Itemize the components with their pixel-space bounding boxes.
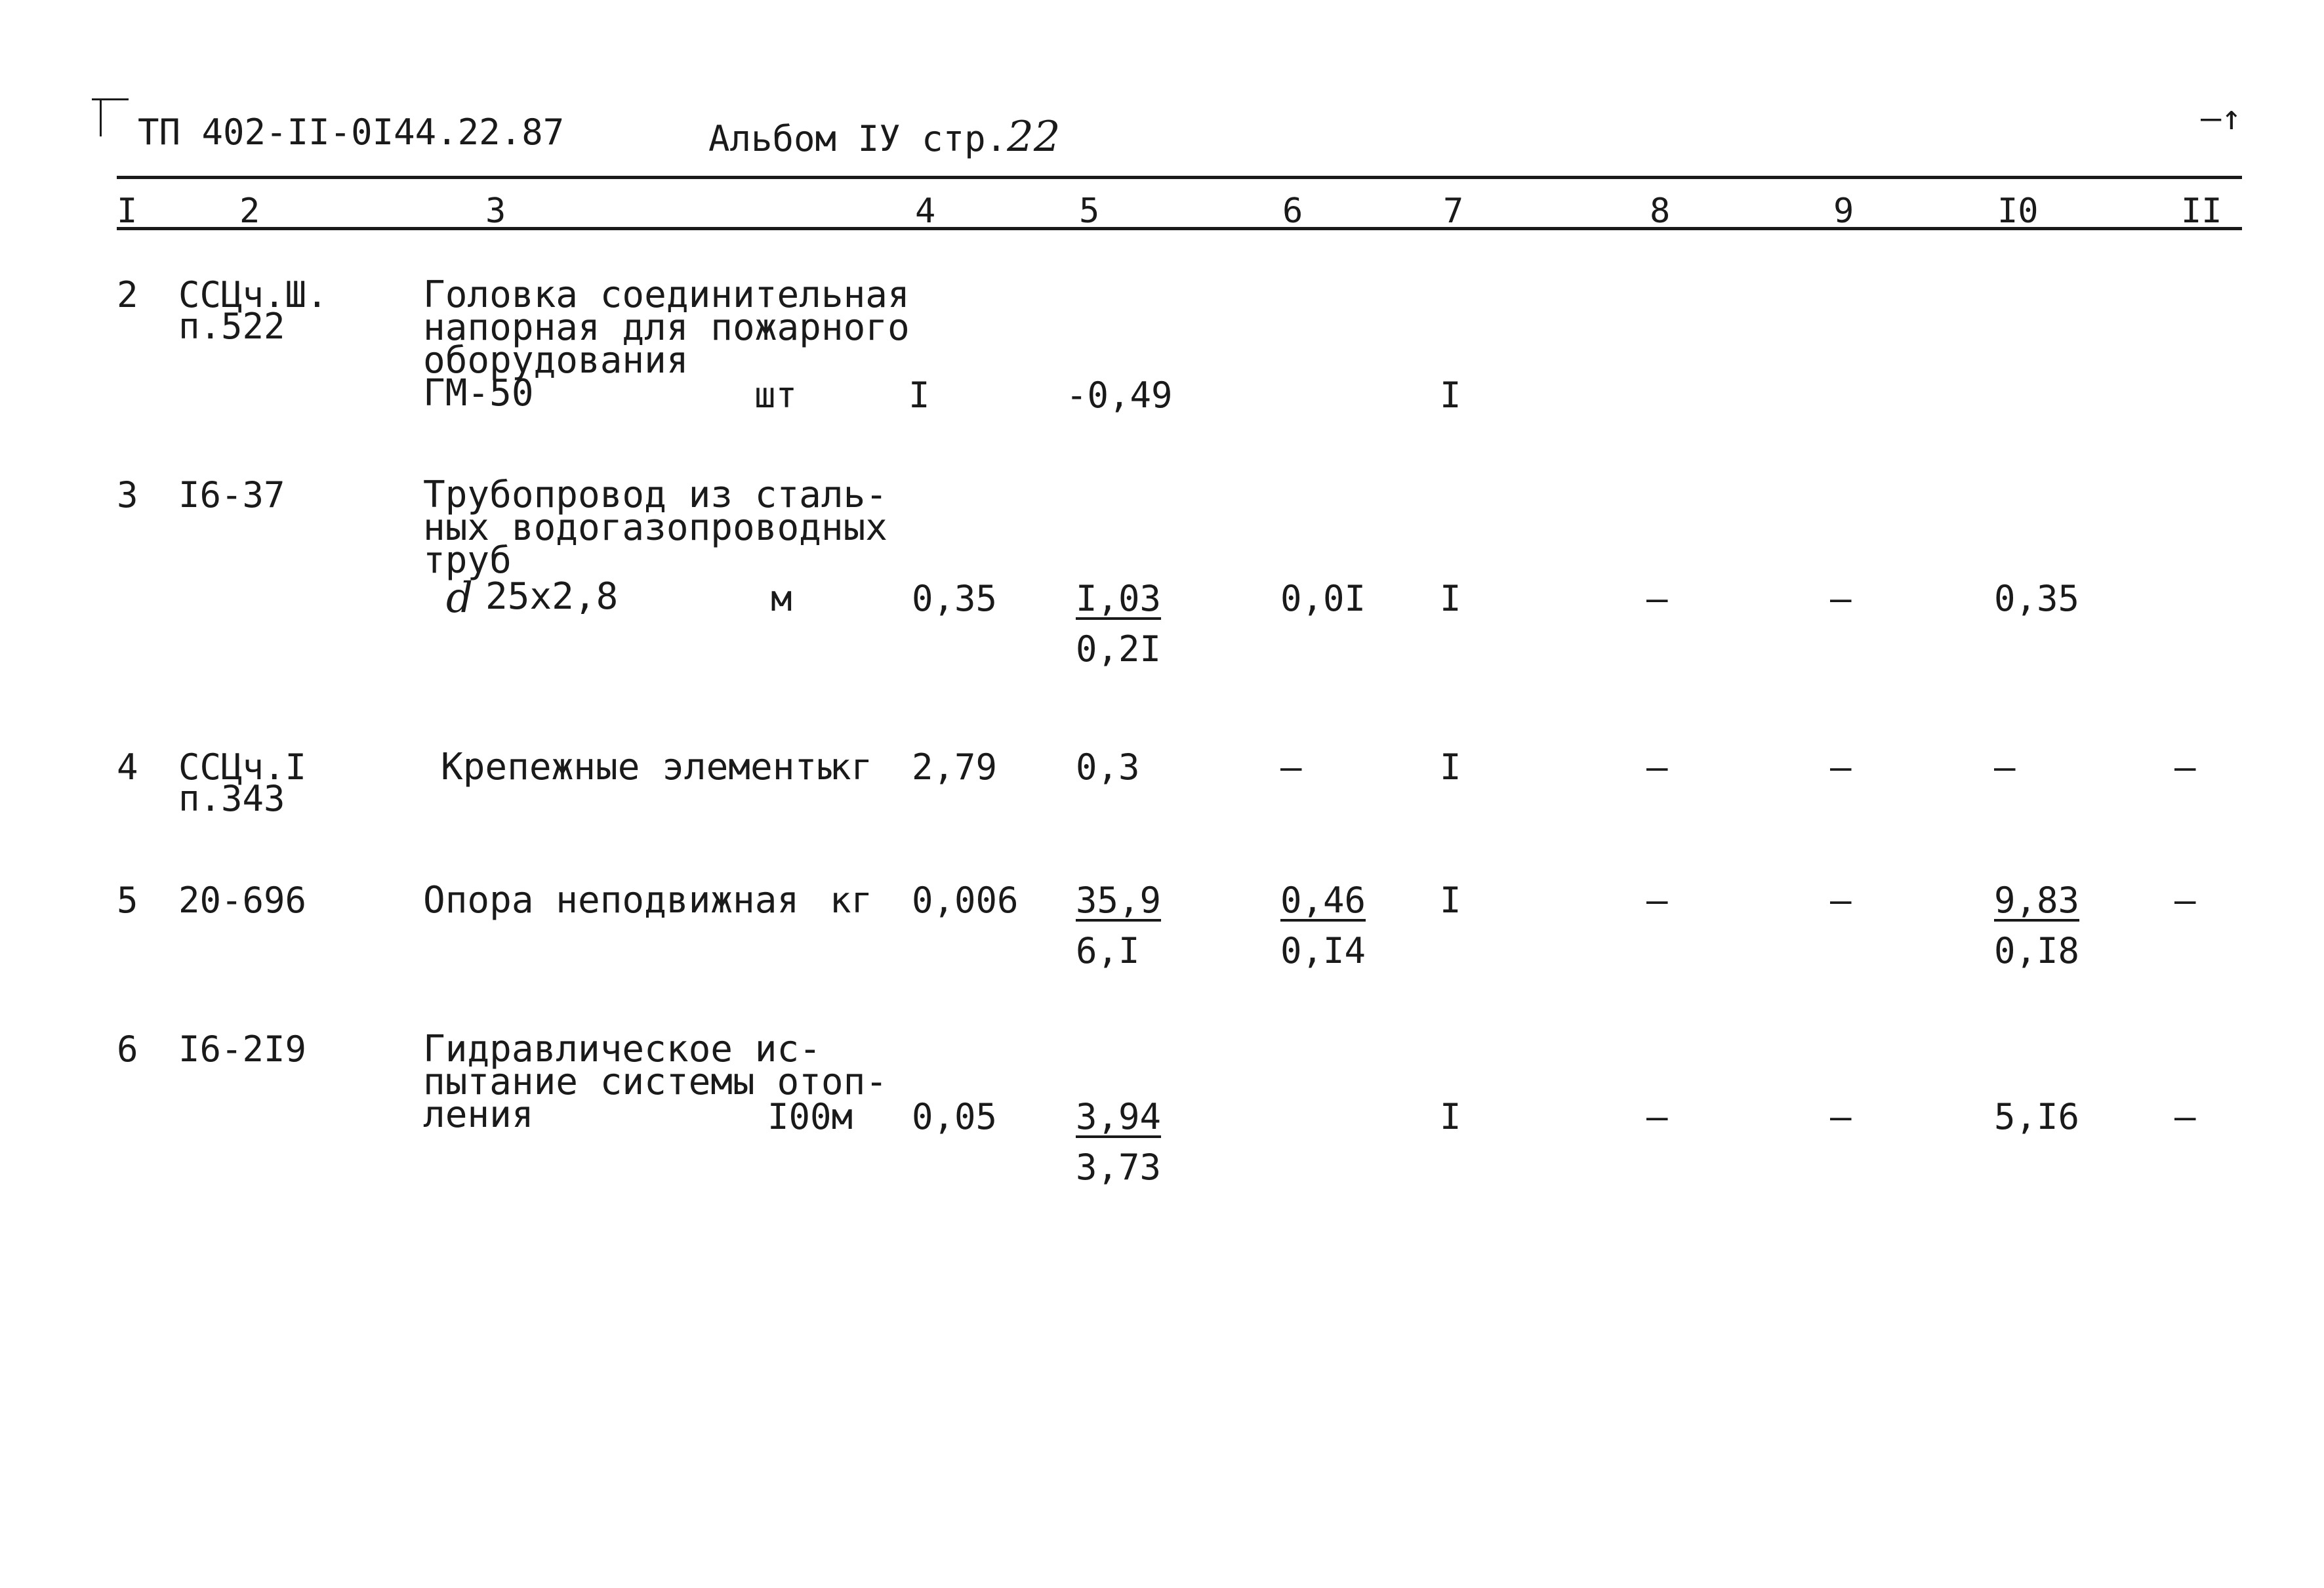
row-number: 5 [117,880,138,921]
row-c10: 0,35 [1994,578,2080,619]
row-code: п.343 [178,778,285,819]
col-9: 9 [1833,192,1854,231]
row-c5-top: I,03 [1076,578,1162,619]
col-2: 2 [239,192,260,231]
col-10: I0 [1997,192,2039,231]
row-code: ССЦч.I [178,746,307,788]
album-text: Альбом IУ стр. [708,118,1008,159]
row-number: 6 [117,1028,138,1070]
row-qty: 2,79 [912,746,998,788]
diameter-symbol-icon: d [446,574,473,622]
row-code: I6-37 [178,474,285,516]
row-description: оборудования [423,339,689,382]
row-c6-bottom: 0,I4 [1280,930,1366,971]
corner-mark-right: —↑ [2201,98,2242,138]
row-description: Гидравлическое ис- [423,1028,821,1070]
row-c7: I [1440,375,1461,416]
row-description: Головка соединительная [423,274,910,316]
row-number: 3 [117,474,138,516]
row-c10: – [1994,746,2016,788]
row-unit: кг [830,880,873,921]
col-4: 4 [915,192,936,231]
row-number: 4 [117,746,138,788]
row-c10-top: 9,83 [1994,880,2080,921]
row-unit: I00м [767,1096,853,1137]
row-description: ных водогазопроводных [423,506,888,549]
row-c9: – [1830,578,1852,619]
row-description: труб [423,539,512,582]
row-qty: 0,05 [912,1096,998,1137]
row-unit: шт [754,375,798,416]
row-c11: – [2174,1096,2196,1137]
row-c7: I [1440,1096,1461,1137]
col-3: 3 [485,192,506,231]
row-description: напорная для пожарного [423,306,910,349]
row-c5-bottom: 3,73 [1076,1147,1162,1188]
row-c7: I [1440,880,1461,921]
row-c6-top: 0,46 [1280,880,1366,921]
row-c5-top: 3,94 [1076,1096,1162,1137]
row-c10: 5,I6 [1994,1096,2080,1137]
corner-tick-left-v [100,98,102,136]
row-c7: I [1440,746,1461,788]
col-8: 8 [1650,192,1671,231]
row-c5: -0,49 [1066,375,1173,416]
row-c5-bottom: 0,2I [1076,628,1162,670]
col-6: 6 [1282,192,1303,231]
col-5: 5 [1079,192,1100,231]
row-c5: 0,3 [1076,746,1140,788]
row-c6: 0,0I [1280,578,1366,619]
col-11: II [2181,192,2222,231]
row-qty: 0,35 [912,578,998,619]
row-code: п.522 [178,306,285,347]
row-c10-bottom: 0,I8 [1994,930,2080,971]
row-code: I6-2I9 [178,1028,307,1070]
row-c8: – [1646,1096,1668,1137]
row-unit: м [771,578,792,619]
row-description: 25х2,8 [485,575,619,618]
row-c6: – [1280,746,1302,788]
row-c5-top: 35,9 [1076,880,1162,921]
album-label [708,113,1061,161]
row-c9: – [1830,1096,1852,1137]
row-c7: I [1440,578,1461,619]
row-c5-bottom: 6,I [1076,930,1140,971]
row-qty: 0,006 [912,880,1019,921]
col-7: 7 [1443,192,1464,231]
header-rule-top [117,176,2242,179]
row-unit: кг [830,746,873,788]
row-description: ления [423,1093,534,1136]
row-description: Крепежные элементы [441,746,839,788]
row-c11: – [2174,880,2196,921]
doc-code: ТП 402-II-0I44.22.87 [138,112,565,153]
corner-tick-left-h [92,98,129,100]
row-c8: – [1646,880,1668,921]
page-number: 22 [1007,113,1061,161]
row-c8: – [1646,746,1668,788]
row-c8: – [1646,578,1668,619]
row-c9: – [1830,746,1852,788]
row-description: Опора неподвижная [423,879,800,922]
row-qty: I [908,375,930,416]
row-number: 2 [117,274,138,316]
header-rule-bottom [117,227,2242,230]
row-c11: – [2174,746,2196,788]
row-description: Трубопровод из сталь- [423,474,888,516]
col-1: I [117,192,138,231]
row-code: ССЦч.Ш. [178,274,328,316]
row-description: ГМ-50 [423,372,534,415]
row-description: пытание системы отоп- [423,1061,888,1103]
row-c9: – [1830,880,1852,921]
row-code: 20-696 [178,880,307,921]
